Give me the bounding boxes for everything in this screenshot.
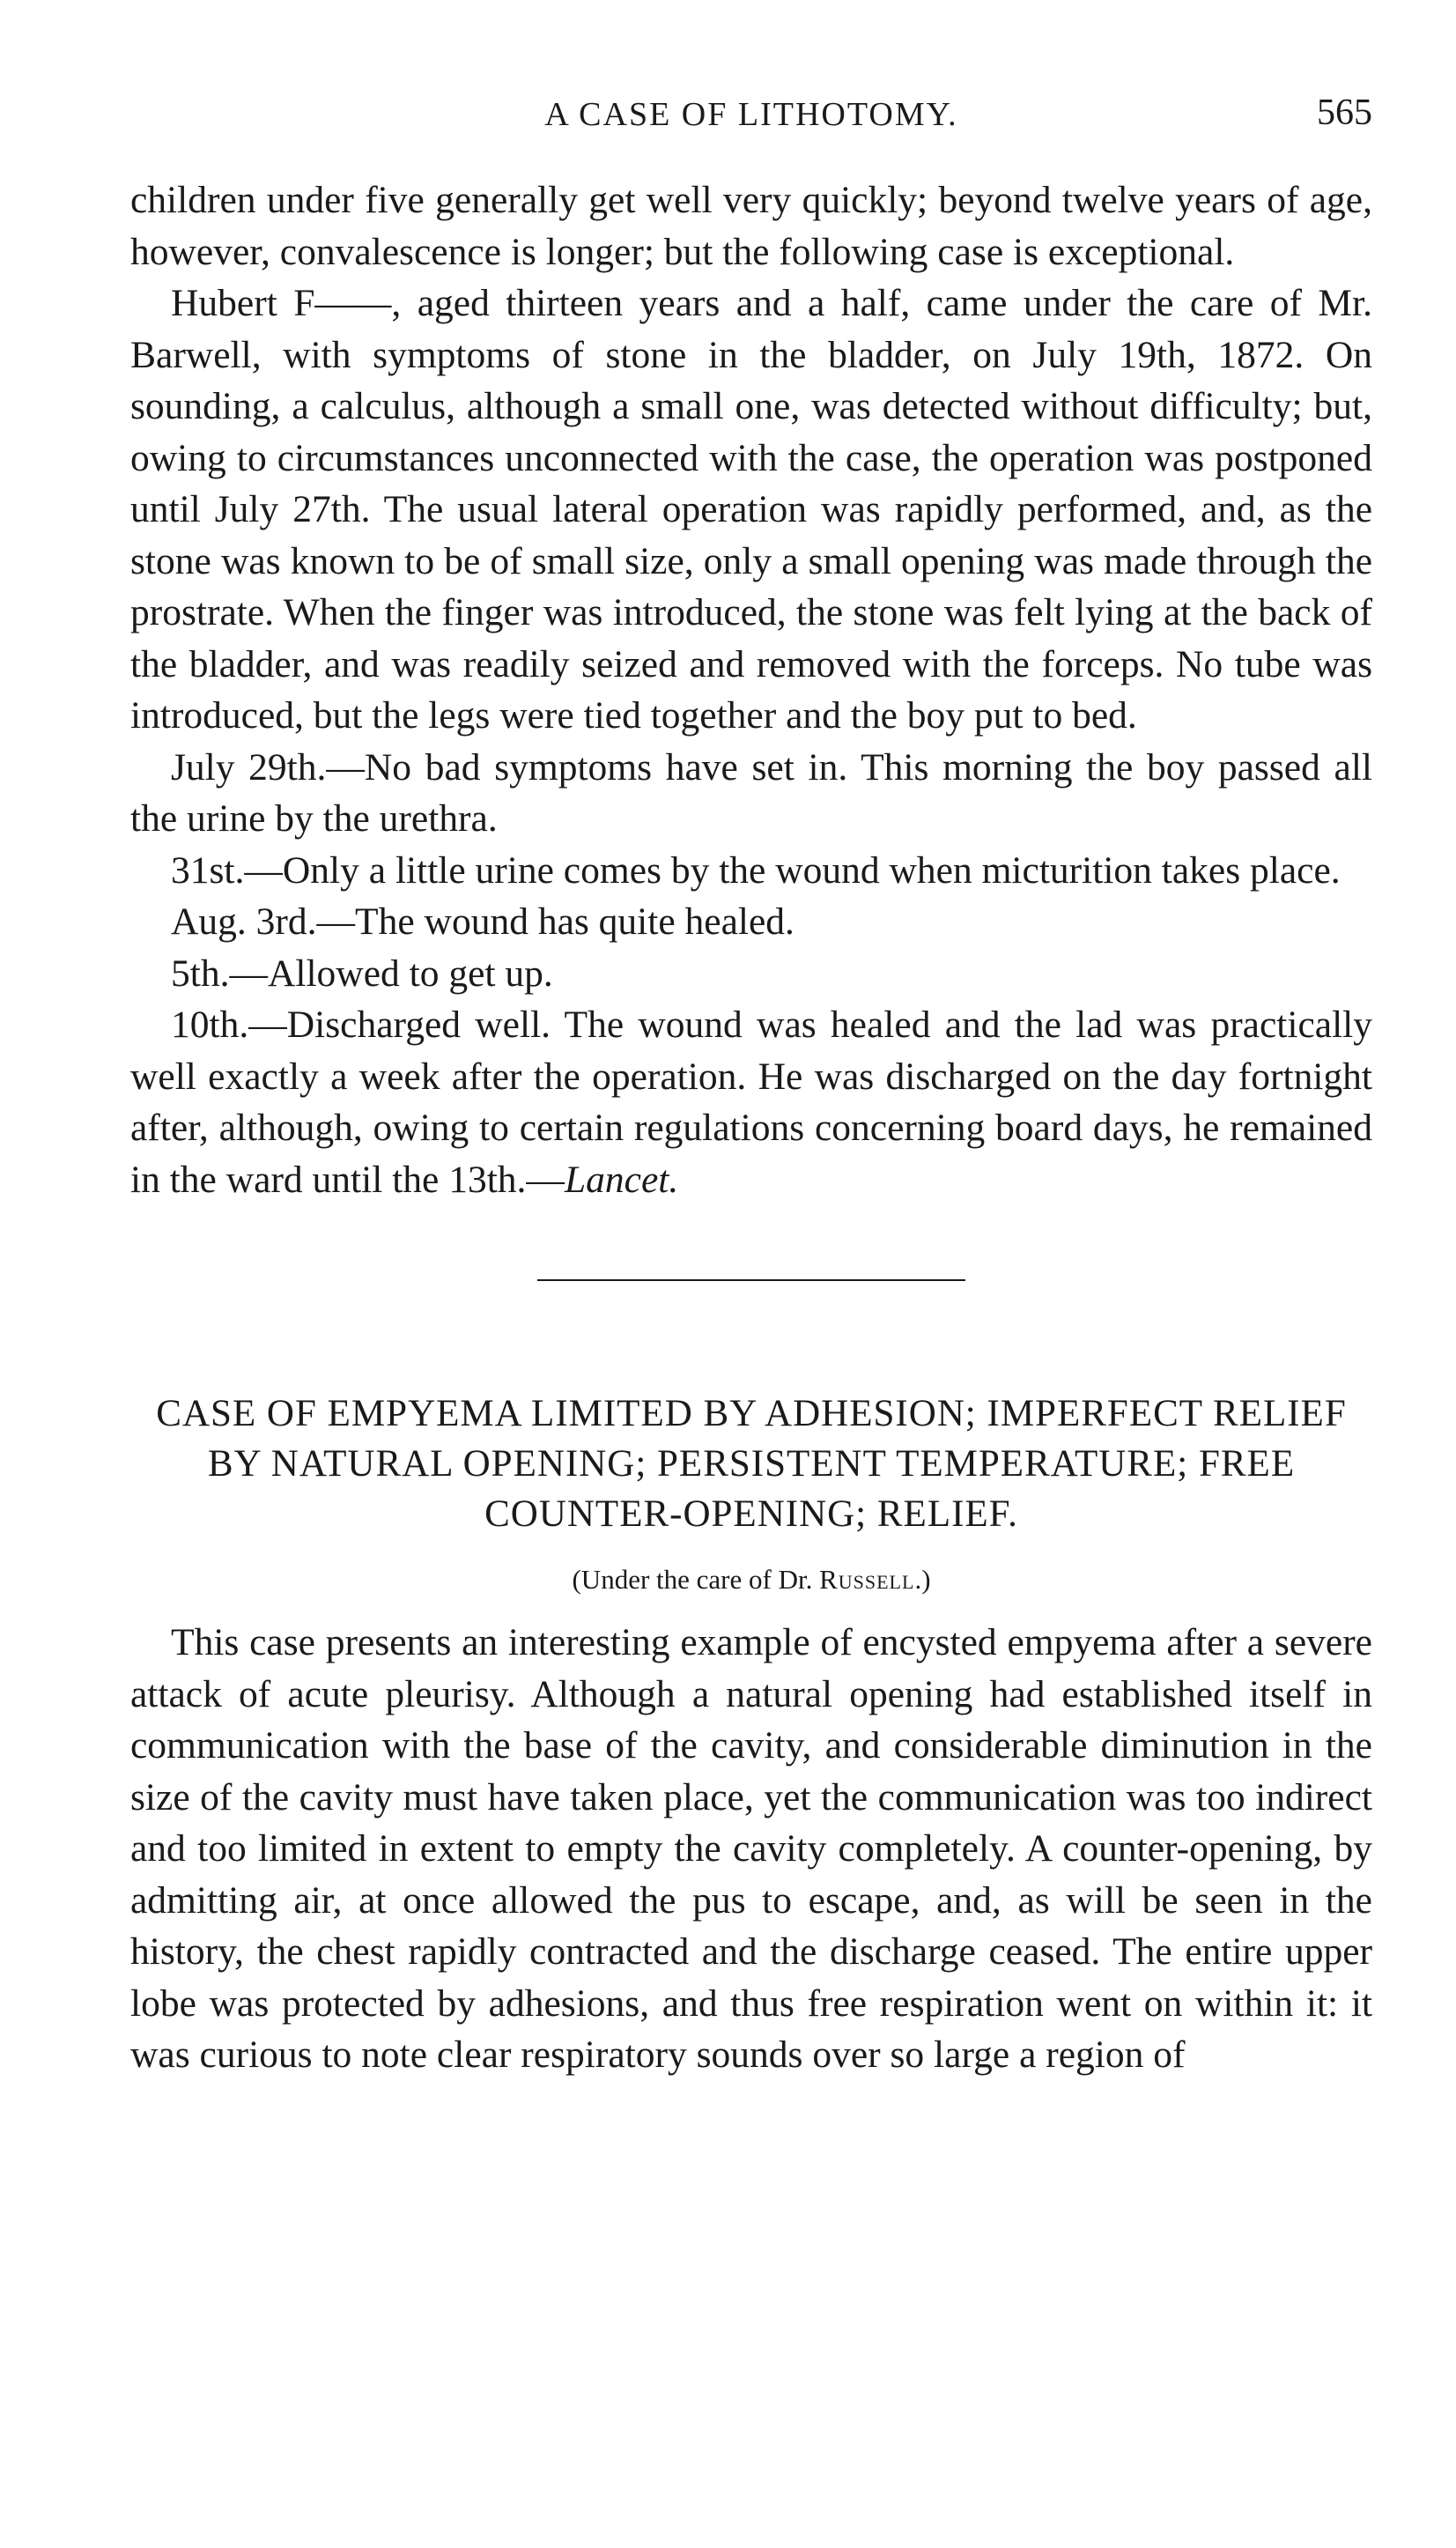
lithotomy-case-section: [130, 174, 1372, 1205]
progress-note-31st: 31st.—Only a little urine comes by the wound when micturition takes place.: [171, 848, 1341, 892]
attribution-suffix: .): [914, 1564, 931, 1595]
progress-note-10th: [130, 999, 1372, 1205]
case-history-paragraph: Hubert F——, aged thirteen years and a half, came under the care of Mr. Barwell, with symptoms of stone in the bladder, on July 19th, 1872. On sounding, a calculus, although a small one, was detected without difficulty; but, owing to circumstances unconnected with the case, the operation was postponed until July 27th. The usual lateral operation was rapidly performed, and, as the stone was known to be of small size, only a small opening was made through the prostrate. When the finger was introduced, the stone was felt lying at the back of the bladder, and was readily seized and removed with the forceps. No tube was introduced, but the legs were tied together and the boy put to bed.: [130, 282, 1372, 737]
continuation-paragraph: children under five generally get well very quickly; beyond twelve years of age, however, convalescence is longer; but the following case is exceptional.: [130, 179, 1372, 273]
source-citation: Lancet.: [564, 1158, 679, 1201]
page-number: 565: [1317, 93, 1372, 133]
progress-note-july-29: July 29th.—No bad symptoms have set in. This morning the boy passed all the urine by the urethra.: [130, 745, 1372, 840]
progress-note-5th: 5th.—Allowed to get up.: [171, 952, 553, 995]
running-header: [130, 88, 1372, 141]
section-divider: [537, 1279, 965, 1281]
running-title: A CASE OF LITHOTOMY.: [544, 96, 958, 133]
book-page: [130, 88, 1372, 2081]
progress-note-aug-3: Aug. 3rd.—The wound has quite healed.: [171, 900, 795, 943]
empyema-intro-paragraph: This case presents an interesting example of encysted empyema after a severe attack of acute pleurisy. Although a natural opening had established itself in communication with the base of the cavity, and considerable diminution in the size of the cavity must have taken place, yet the communication was too indirect and too limited in extent to empty the cavity completely. A counter-opening, by admitting air, at once allowed the pus to escape, and, as will be seen in the history, the chest rapidly contracted and the discharge ceased. The entire upper lobe was protected by adhesions, and thus free respiration went on within it: it was curious to note clear respiratory sounds over so large a region of: [130, 1621, 1372, 2076]
article-title: CASE OF EMPYEMA LIMITED BY ADHESION; IMPERFECT RELIEF BY NATURAL OPENING; PERSISTENT TEMPERATURE; FREE COUNTER-OPENING; RELIEF.: [156, 1393, 1347, 1535]
empyema-case-section: [130, 1389, 1372, 2081]
discharge-note-text: 10th.—Discharged well. The wound was healed and the lad was practically well exactly a week after the operation. He was discharged on the day fortnight after, although, owing to certain regulations concerning board days, he remained in the ward until the 13th.—: [130, 1004, 1372, 1201]
attribution-line: [130, 1562, 1372, 1597]
attribution-prefix: (Under the care of Dr.: [572, 1564, 820, 1595]
physician-name: Russell: [819, 1564, 915, 1595]
